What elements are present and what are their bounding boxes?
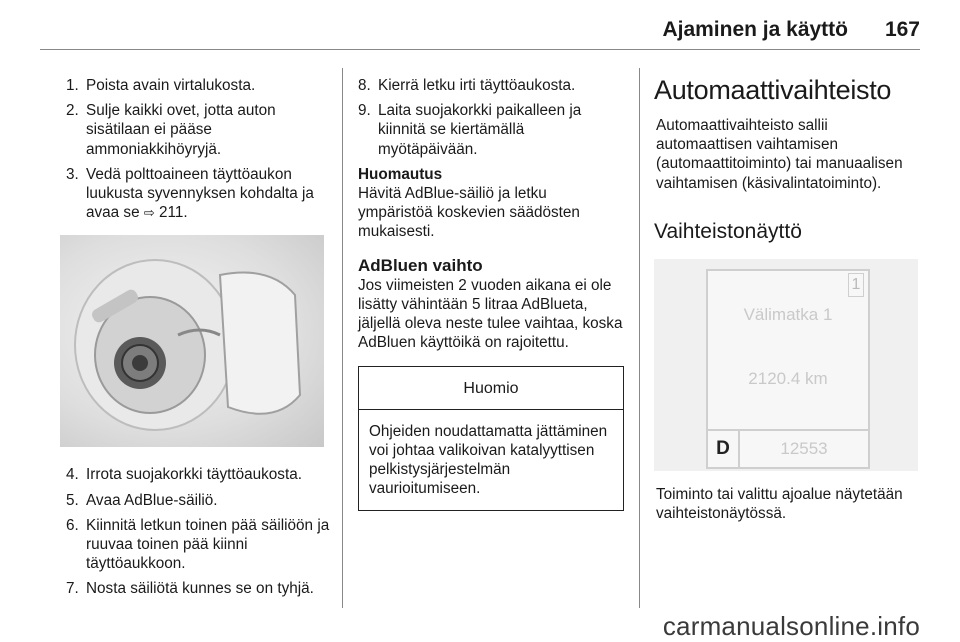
column-divider-1 xyxy=(342,68,343,608)
step-item: 4. Irrota suojakorkki täyttöaukosta. xyxy=(66,466,302,484)
warning-box xyxy=(358,366,624,511)
page-ref[interactable]: 211. xyxy=(158,204,188,222)
step-item: 3. Vedä polttoaineen täyttöaukon luukusta syvennyksen kohdalta ja avaa se ⇨ 211. xyxy=(66,165,314,222)
display-bottom-row xyxy=(708,429,868,467)
step-item: 1. Poista avain virtalukosta. xyxy=(66,77,256,94)
fuel-filler-illustration xyxy=(60,235,324,447)
display-screen xyxy=(706,269,870,469)
column-divider-2 xyxy=(639,68,640,608)
subsection-heading: Vaihteistonäyttö xyxy=(654,219,802,243)
steps-list-c xyxy=(358,76,624,159)
column-1 xyxy=(66,76,330,605)
note-text: Hävitä AdBlue-säiliö ja letku ympäristöä koskevien säädösten mukaisesti. xyxy=(358,185,580,241)
figure-caption: Toiminto tai valittu ajoalue näytetään vaihteistonäytössä. xyxy=(656,485,903,523)
column-2 xyxy=(358,76,624,511)
fuel-filler-photo xyxy=(60,235,324,447)
page-number: 167 xyxy=(884,18,920,41)
page-header xyxy=(0,0,960,48)
gear-indicator: D xyxy=(708,431,740,467)
step-item: 6. Kiinnitä letkun toinen pää säiliöön ja ruuvaa toinen pää kiinni täyttöaukkoon. xyxy=(66,516,330,573)
page-ref-arrow-icon: ⇨ xyxy=(143,206,155,222)
step-item: 7. Nosta säiliötä kunnes se on tyhjä. xyxy=(66,580,314,598)
watermark: carmanualsonline.info xyxy=(662,611,920,641)
header-title: Ajaminen ja käyttö xyxy=(662,18,848,41)
display-line-2: 2120.4 km xyxy=(748,368,828,388)
odometer-value: 12553 xyxy=(780,438,828,458)
chapter-heading: Automaattivaihteisto xyxy=(654,75,892,105)
display-line-1: Välimatka 1 xyxy=(743,304,833,324)
step-item: 5. Avaa AdBlue-säiliö. xyxy=(66,491,218,509)
column-3 xyxy=(656,74,922,523)
header-rule xyxy=(40,49,920,50)
step-item: 9. Laita suojakorkki paikalleen ja kiinnitä se kiertämällä myötäpäivään. xyxy=(358,102,582,158)
steps-list-b xyxy=(66,465,330,598)
note-title: Huomautus xyxy=(358,165,443,183)
steps-list-a xyxy=(66,76,330,223)
step-item: 2. Sulje kaikki ovet, jotta auton sisätilaan ei pääse ammoniakkihöyryjä. xyxy=(66,102,276,158)
section-text: Jos viimeisten 2 vuoden aikana ei ole lisätty vähintään 5 litraa AdBlueta, jäljellä oleva neste tulee vaihtaa, koska AdBluen käyttöikä on rajoitettu. xyxy=(358,276,623,352)
transmission-display-figure xyxy=(654,259,918,471)
intro-text: Automaattivaihteisto sallii automaattisen vaihtamisen (automaattitoiminto) tai manuaalisen vaihtamisen (käsivalintatoiminto). xyxy=(656,117,903,192)
step-item: 8. Kierrä letku irti täyttöaukosta. xyxy=(358,77,576,94)
warning-text: Ohjeiden noudattamatta jättäminen voi johtaa valikoivan katalyyttisen pelkistysjärjestelmän vaurioitumiseen. xyxy=(369,422,608,498)
warning-title: Huomio xyxy=(359,367,623,409)
display-marker-icon: 1 xyxy=(848,273,864,297)
section-heading: AdBluen vaihto xyxy=(358,255,483,275)
